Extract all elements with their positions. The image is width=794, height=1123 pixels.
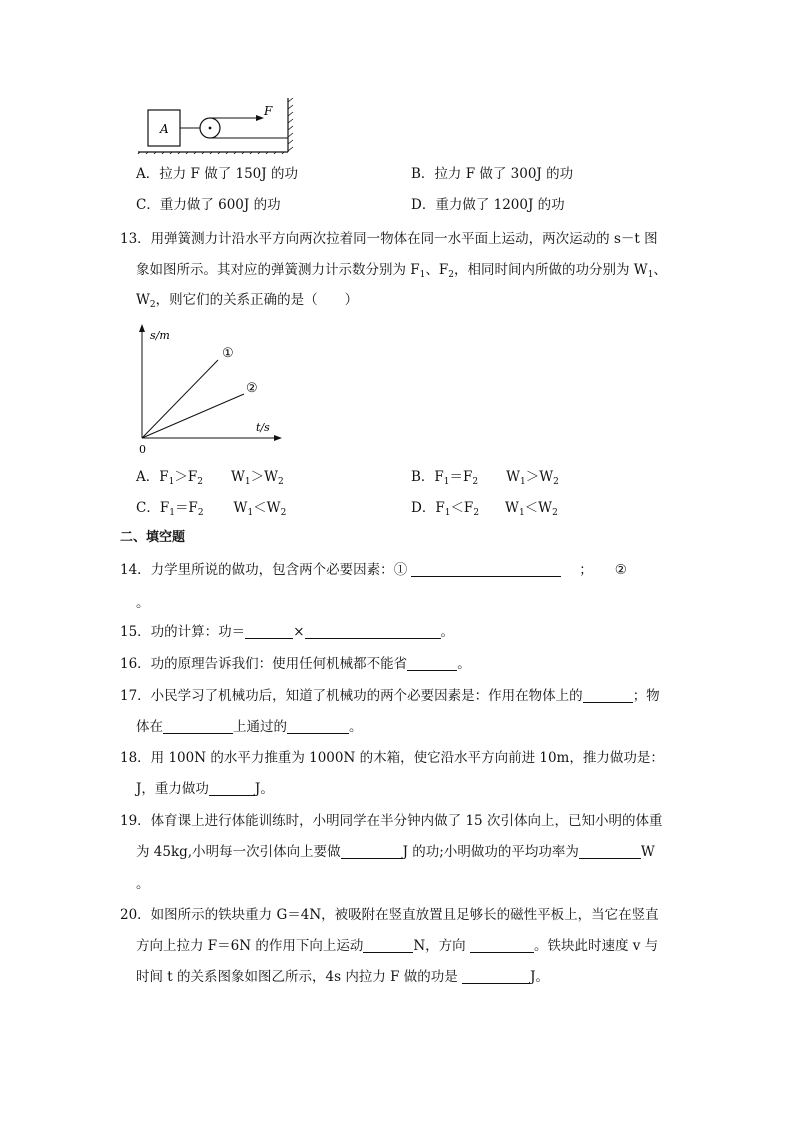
st-graph bbox=[128, 322, 284, 460]
q20-blank-2[interactable] bbox=[470, 938, 534, 953]
q18-line2: J，重力做功 J。 bbox=[136, 781, 274, 797]
series-label-2: ② bbox=[246, 381, 258, 396]
q20-blank-1[interactable] bbox=[363, 938, 413, 953]
q17-blank-3[interactable] bbox=[287, 719, 349, 734]
q14-line2: 。 bbox=[136, 595, 150, 611]
x-axis-arrow-icon bbox=[274, 435, 282, 441]
q15-blank-2[interactable] bbox=[305, 624, 441, 639]
q17-blank-1[interactable] bbox=[583, 688, 633, 703]
q15: 15．功的计算：功＝ × 。 bbox=[120, 624, 454, 640]
q18-line1: 18．用 100N 的水平力推重为 1000N 的木箱，使它沿水平方向前进 10m，推力做功是： bbox=[120, 750, 664, 766]
q13-line2: 象如图所示。其对应的弹簧测力计示数分别为 $F_1$、$F_2$，相同时间内所做的功分别为 $W_1$、 bbox=[136, 262, 667, 280]
q18-blank-2[interactable] bbox=[209, 781, 255, 796]
y-axis-arrow-icon bbox=[139, 324, 145, 332]
q17-line1: 17．小民学习了机械功后，知道了机械功的两个必要因素是：作用在物体上的 ；物 bbox=[120, 688, 660, 704]
q19-blank-1[interactable] bbox=[341, 844, 403, 859]
q12-option-b: B．拉力 F 做了 300J 的功 bbox=[411, 166, 574, 182]
q12-option-a: A．拉力 F 做了 150J 的功 bbox=[136, 166, 298, 182]
x-axis-label: t/s bbox=[256, 421, 270, 434]
block-label: A bbox=[160, 122, 169, 136]
q13-line3: $W_2$，则它们的关系正确的是（ ） bbox=[136, 292, 359, 310]
q13-option-a: A．$F_1>F_2$ $W_1>W_2$ bbox=[136, 469, 284, 487]
q19-line1: 19．体育课上进行体能训练时，小明同学在半分钟内做了 15 次引体向上，已知小明的体重 bbox=[120, 813, 663, 829]
pulley-figure bbox=[136, 92, 298, 154]
q19-line3: 。 bbox=[136, 876, 150, 892]
q14-line1: 14．力学里所说的做功，包含两个必要因素：① ； ② bbox=[120, 562, 627, 578]
q14-blank-1[interactable] bbox=[411, 562, 561, 577]
q16-blank[interactable] bbox=[407, 656, 457, 671]
q19-blank-2[interactable] bbox=[579, 844, 641, 859]
q12-option-d: D．重力做了 1200J 的功 bbox=[411, 197, 565, 213]
q13-option-d: D．$F_1<F_2$ $W_1<W_2$ bbox=[411, 500, 558, 518]
q20-line1: 20．如图所示的铁块重力 G＝4N，被吸附在竖直放置且足够长的磁性平板上，当它在竖直 bbox=[120, 907, 659, 923]
q20-blank-3[interactable] bbox=[462, 969, 530, 984]
q15-blank-1[interactable] bbox=[245, 624, 293, 639]
series-line-2 bbox=[142, 394, 244, 438]
q13-option-c: C．$F_1=F_2$ $W_1<W_2$ bbox=[136, 500, 287, 518]
q20-line2: 方向上拉力 F＝6N 的作用下向上运动 N，方向 。铁块此时速度 v 与 bbox=[136, 938, 659, 954]
series-line-1 bbox=[142, 360, 218, 438]
section-title: 二、填空题 bbox=[120, 530, 186, 545]
q16: 16．功的原理告诉我们：使用任何机械都不能省 。 bbox=[120, 656, 471, 672]
series-label-1: ① bbox=[222, 346, 234, 361]
q17-line2: 体在 上通过的 。 bbox=[136, 719, 363, 735]
q20-line3: 时间 t 的关系图象如图乙所示，4s 内拉力 F 做的功是 J。 bbox=[136, 969, 549, 985]
origin-label: 0 bbox=[139, 443, 146, 456]
q13-line1: 13．用弹簧测力计沿水平方向两次拉着同一物体在同一水平面上运动，两次运动的 s－t 图 bbox=[120, 231, 658, 247]
q19-line2: 为 45kg,小明每一次引体向上要做 J 的功;小明做功的平均功率为 W bbox=[136, 844, 655, 860]
y-axis-label: s/m bbox=[150, 329, 170, 342]
force-label: F bbox=[264, 104, 273, 118]
force-arrow-icon bbox=[256, 115, 264, 121]
q13-option-b: B．$F_1=F_2$ $W_1>W_2$ bbox=[411, 469, 559, 487]
q12-option-c: C．重力做了 600J 的功 bbox=[136, 197, 281, 213]
q17-blank-2[interactable] bbox=[163, 719, 233, 734]
